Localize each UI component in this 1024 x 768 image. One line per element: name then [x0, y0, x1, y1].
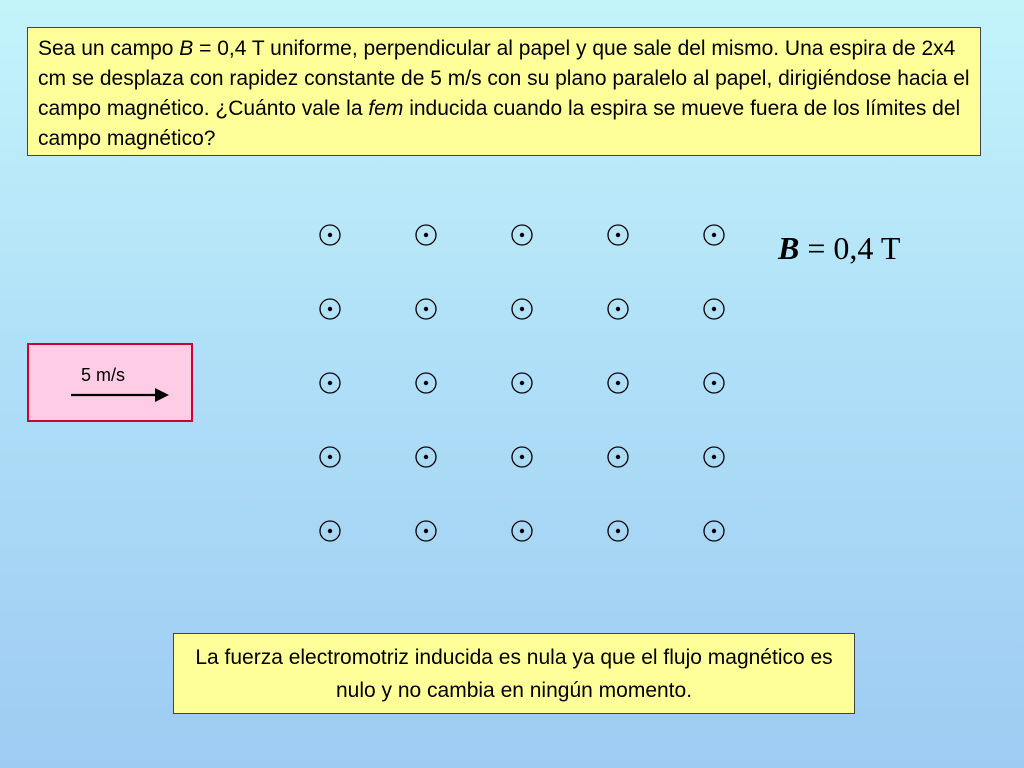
fem-term: fem: [368, 97, 404, 120]
out-of-page-dot-icon: [414, 519, 438, 543]
out-of-page-dot-icon: [414, 371, 438, 395]
out-of-page-dot-icon: [318, 519, 342, 543]
out-of-page-dot-icon: [510, 445, 534, 469]
out-of-page-dot-icon: [318, 445, 342, 469]
answer-statement: [173, 633, 855, 714]
out-of-page-dot-icon: [414, 223, 438, 247]
out-of-page-dot-icon: [414, 445, 438, 469]
out-of-page-dot-icon: [318, 223, 342, 247]
out-of-page-dot-icon: [510, 223, 534, 247]
right-arrow-icon: [71, 387, 169, 403]
field-variable: B: [778, 230, 800, 266]
answer-text: La fuerza electromotriz inducida es nula ya que el flujo magnético es nulo y no cambia en ningún momento.: [195, 646, 833, 702]
out-of-page-dot-icon: [510, 297, 534, 321]
out-of-page-dot-icon: [414, 297, 438, 321]
out-of-page-dot-icon: [318, 371, 342, 395]
wire-loop: [27, 343, 193, 422]
problem-text: [38, 34, 970, 154]
out-of-page-dot-icon: [606, 371, 630, 395]
out-of-page-dot-icon: [606, 519, 630, 543]
problem-text-part-1: Sea un campo: [38, 37, 180, 60]
out-of-page-dot-icon: [606, 445, 630, 469]
field-strength-label: [778, 230, 900, 267]
out-of-page-dot-icon: [606, 297, 630, 321]
problem-text-part-2: = 0,4 T uniforme, perpendicular al papel y que sale del mismo. Una espira de 2x4 cm se desplaza con rapidez constante de 5 m/s con su plano paralelo al papel, dirigiéndose hacia el campo magnético. ¿Cuánto vale la: [38, 37, 970, 120]
b-variable: B: [179, 37, 194, 60]
field-value: = 0,4 T: [799, 230, 901, 266]
out-of-page-dot-icon: [606, 223, 630, 247]
out-of-page-dot-icon: [702, 223, 726, 247]
speed-label: 5 m/s: [81, 365, 126, 385]
problem-text-part-3: inducida cuando la espira se mueve fuera de los límites del campo magnético?: [38, 97, 961, 150]
out-of-page-dot-icon: [318, 297, 342, 321]
out-of-page-dot-icon: [702, 445, 726, 469]
magnetic-field-grid: [300, 195, 760, 575]
out-of-page-dot-icon: [510, 371, 534, 395]
out-of-page-dot-icon: [510, 519, 534, 543]
out-of-page-dot-icon: [702, 297, 726, 321]
out-of-page-dot-icon: [702, 371, 726, 395]
problem-statement: [27, 27, 981, 156]
out-of-page-dot-icon: [702, 519, 726, 543]
